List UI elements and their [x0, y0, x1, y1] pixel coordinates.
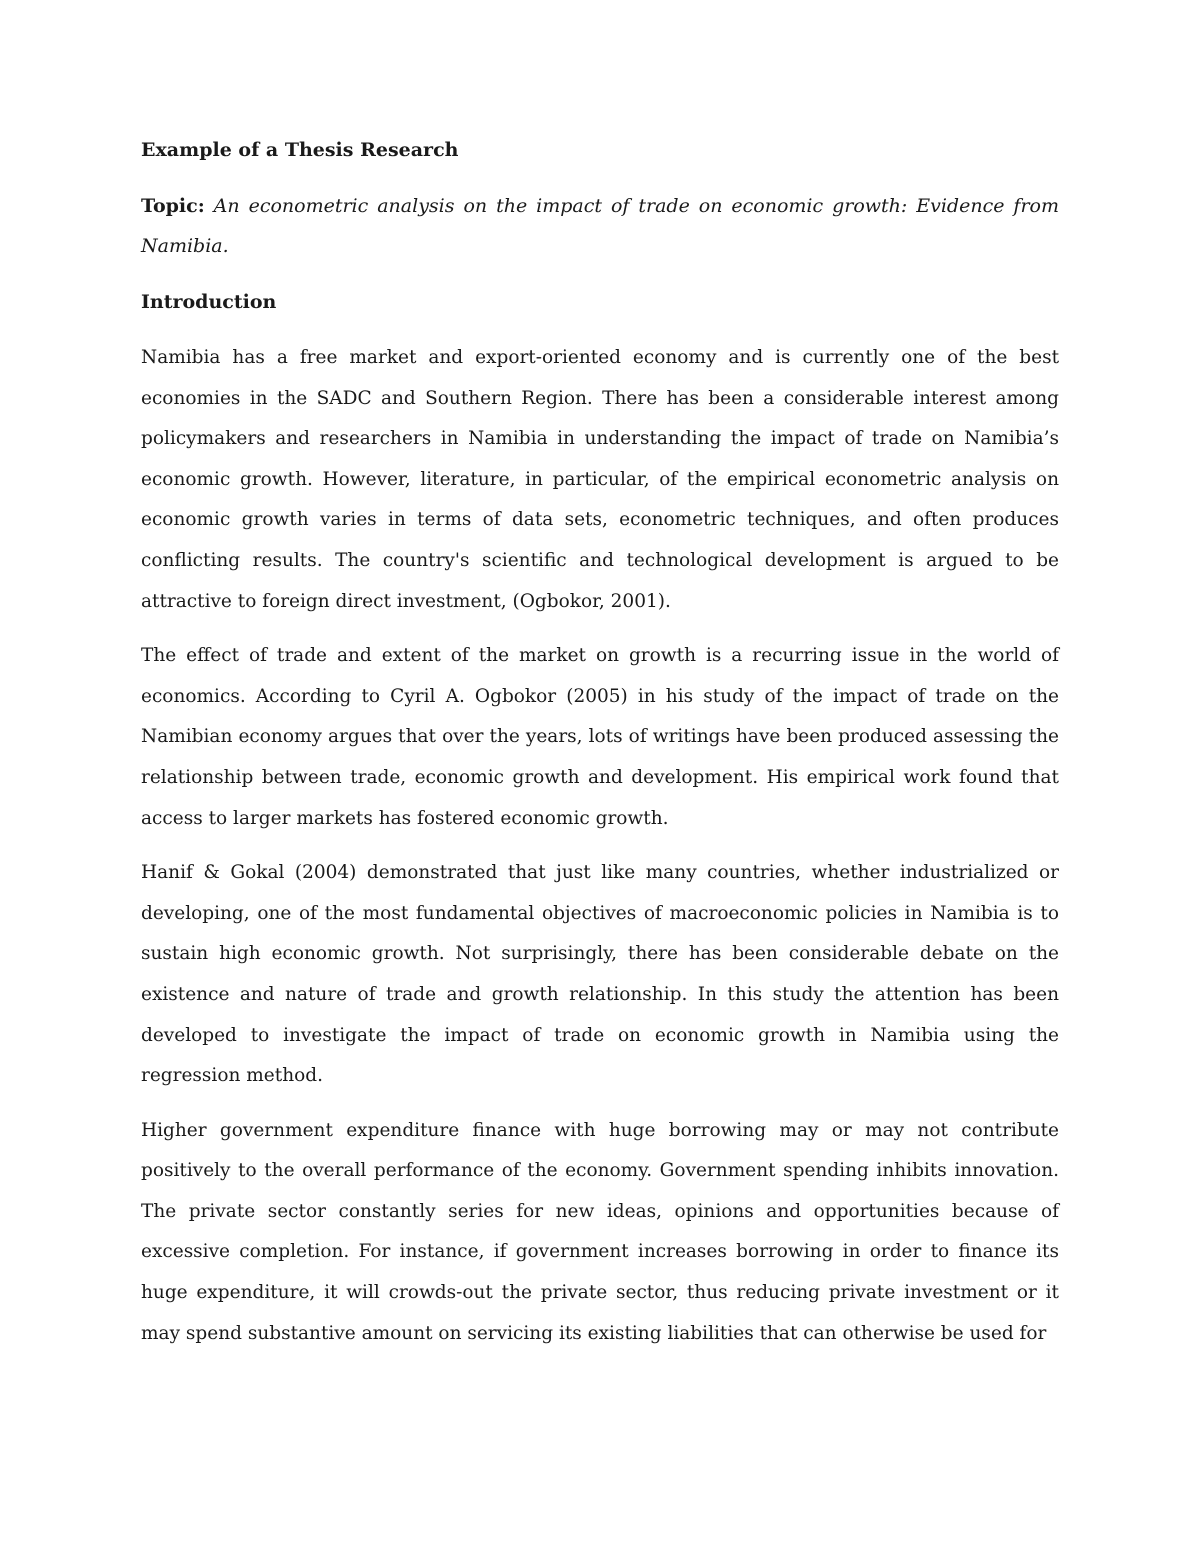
topic-line — [141, 186, 1059, 266]
paragraph-4: Higher government expenditure finance with huge borrowing may or may not contribute positively to the overall performance of the economy. Government spending inhibits innovation. The private sector constantly series for new ideas, opinions and opportunities because of excessive completion. For instance, if government increases borrowing in order to finance its huge expenditure, it will crowds-out the private sector, thus reducing private investment or it may spend substantive amount on servicing its existing liabilities that can otherwise be used for — [141, 1119, 1059, 1344]
topic-text: An econometric analysis on the impact of trade on economic growth: Evidence from Namibia. — [141, 195, 1059, 257]
paragraph-1: Namibia has a free market and export-oriented economy and is currently one of the best economies in the SADC and Southern Region. There has been a considerable interest among policymakers and researchers in Namibia in understanding the impact of trade on Namibia’s economic growth. However, literature, in particular, of the empirical econometric analysis on economic growth varies in terms of data sets, econometric techniques, and often produces conflicting results. The country's scientific and technological development is argued to be attractive to foreign direct investment, (Ogbokor, 2001). — [141, 347, 1059, 612]
paragraph-3: Hanif & Gokal (2004) demonstrated that just like many countries, whether industrialized or developing, one of the most fundamental objectives of macroeconomic policies in Namibia is to sustain high economic growth. Not surprisingly, there has been considerable debate on the existence and nature of trade and growth relationship. In this study the attention has been developed to investigate the impact of trade on economic growth in Namibia using the regression method. — [141, 862, 1059, 1087]
topic-label: Topic: — [141, 195, 205, 217]
section-heading-introduction: Introduction — [141, 291, 277, 313]
document-title: Example of a Thesis Research — [141, 139, 459, 161]
document-page — [141, 130, 1059, 1368]
paragraph-2: The effect of trade and extent of the market on growth is a recurring issue in the world of economics. According to Cyril A. Ogbokor (2005) in his study of the impact of trade on the Namibian economy argues that over the years, lots of writings have been produced assessing the relationship between trade, economic growth and development. His empirical work found that access to larger markets has fostered economic growth. — [141, 645, 1059, 829]
